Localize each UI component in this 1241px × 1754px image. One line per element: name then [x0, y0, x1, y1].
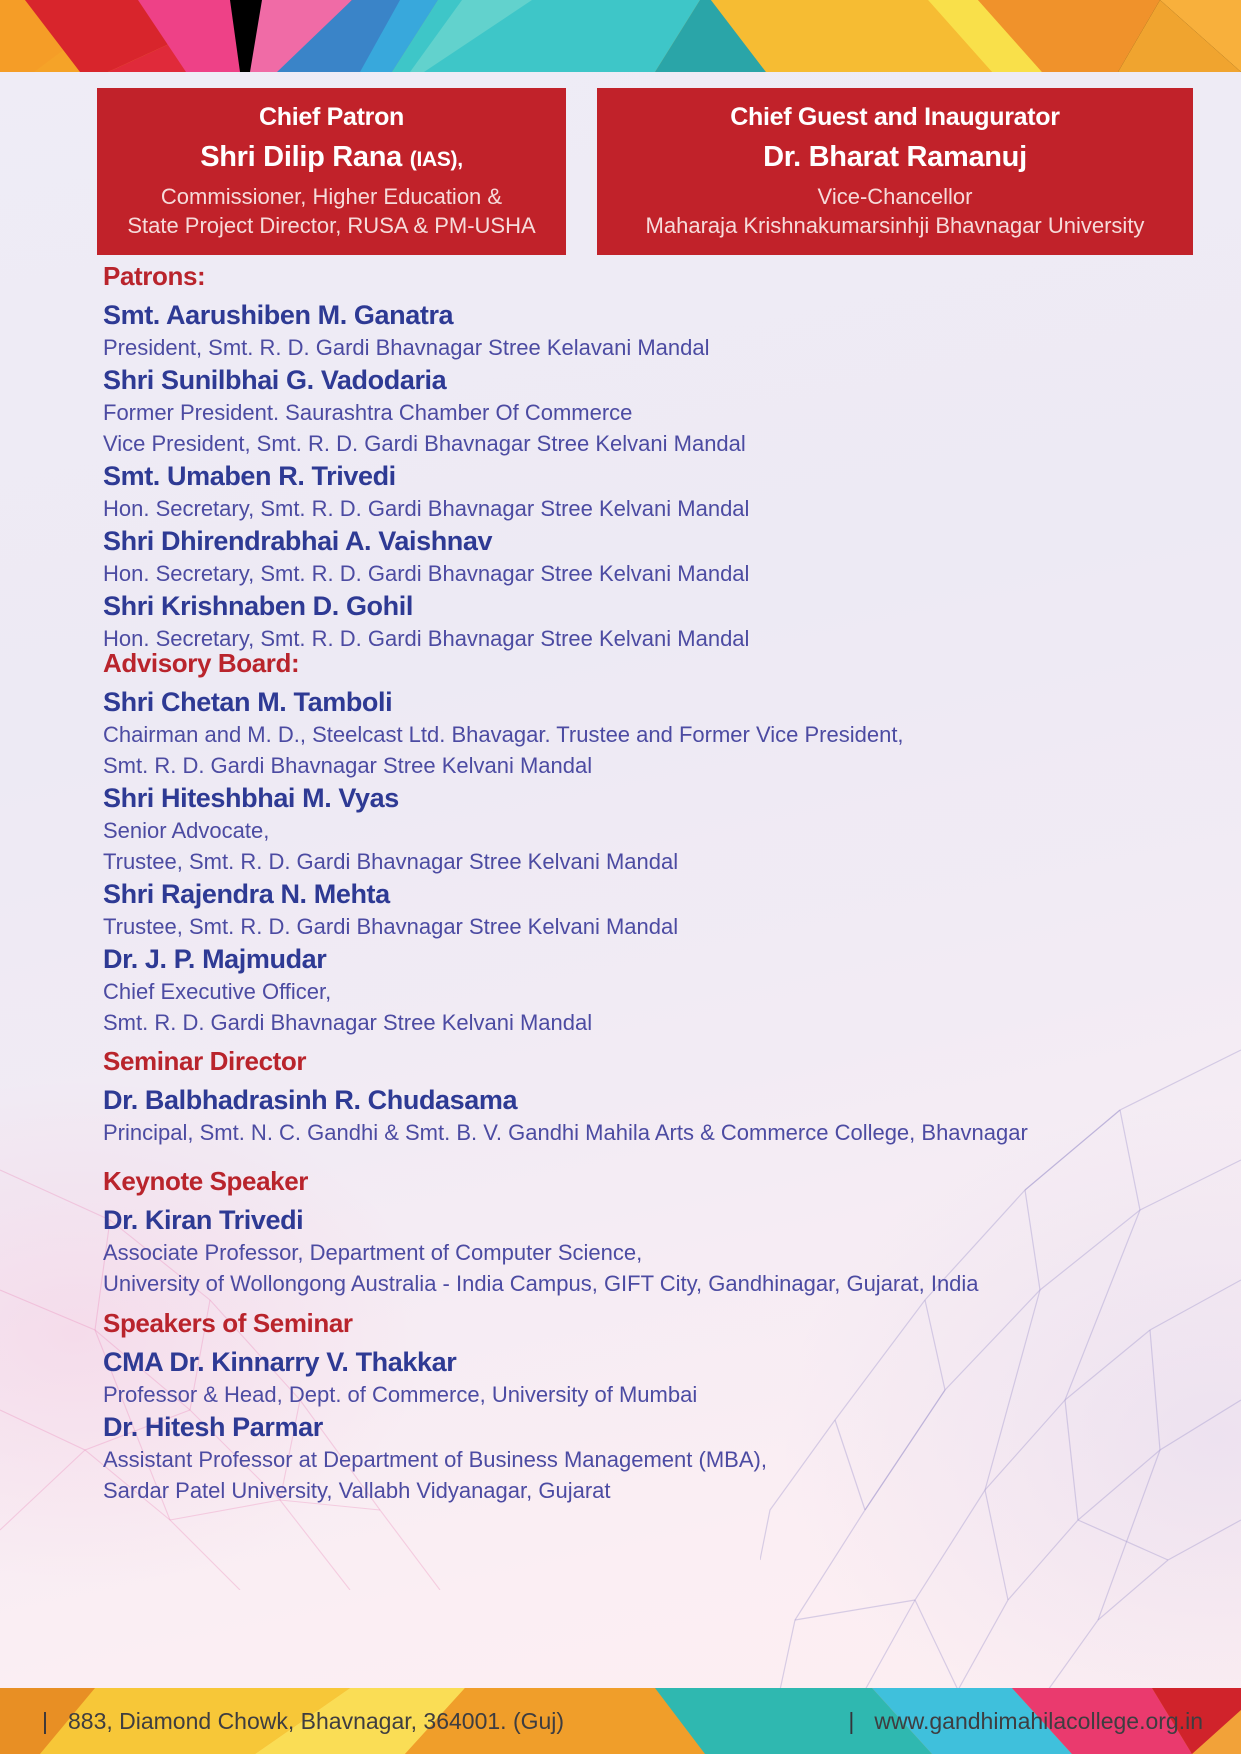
patron-entry: [103, 298, 1183, 363]
top-banner-graphic: [0, 0, 1241, 72]
footer-address: 883, Diamond Chowk, Bhavnagar, 364001. (Guj): [67, 1707, 565, 1734]
advisor-entry: [103, 877, 1183, 942]
patron-role: Vice President, Smt. R. D. Gardi Bhavnagar Stree Kelvani Mandal: [103, 431, 746, 456]
patron-entry: [103, 363, 1183, 459]
section-advisory-board: [103, 645, 1183, 1038]
advisor-role: Senior Advocate,: [103, 818, 270, 843]
advisor-name: Shri Chetan M. Tamboli: [103, 687, 393, 717]
advisor-name: Shri Hiteshbhai M. Vyas: [103, 783, 399, 813]
footer-separator: |: [848, 1707, 855, 1734]
footer-bar: [0, 1688, 1241, 1754]
advisor-role: Trustee, Smt. R. D. Gardi Bhavnagar Stree Kelvani Mandal: [103, 849, 679, 874]
speaker-name: CMA Dr. Kinnarry V. Thakkar: [103, 1347, 457, 1377]
advisor-role: Chairman and M. D., Steelcast Ltd. Bhavagar. Trustee and Former Vice President,: [103, 722, 904, 747]
advisor-role: Chief Executive Officer,: [103, 979, 332, 1004]
patron-name: Shri Krishnaben D. Gohil: [103, 591, 413, 621]
keynote-entry: [103, 1203, 1183, 1299]
section-keynote-speaker: [103, 1163, 1183, 1299]
section-heading: Seminar Director: [103, 1046, 307, 1076]
chief-guest-line-1: Vice-Chancellor: [817, 184, 973, 209]
footer-separator: |: [42, 1707, 48, 1734]
section-patrons: [103, 258, 1183, 654]
section-heading: Speakers of Seminar: [103, 1308, 353, 1338]
footer-website-group: [848, 1708, 1203, 1735]
patron-entry: [103, 459, 1183, 524]
chief-patron-name-suffix: (IAS),: [409, 148, 463, 171]
chief-guest-name: Dr. Bharat Ramanuj: [763, 141, 1027, 173]
patron-name: Shri Sunilbhai G. Vadodaria: [103, 365, 447, 395]
patron-name: Smt. Umaben R. Trivedi: [103, 461, 396, 491]
patron-name: Smt. Aarushiben M. Ganatra: [103, 300, 454, 330]
speaker-entry: [103, 1410, 1183, 1506]
chief-patron-name: Shri Dilip Rana (IAS),: [200, 141, 463, 173]
advisor-name: Dr. J. P. Majmudar: [103, 944, 327, 974]
keynote-role: University of Wollongong Australia - India Campus, GIFT City, Gandhinagar, Gujarat, India: [103, 1271, 979, 1296]
section-heading: Keynote Speaker: [103, 1166, 308, 1196]
chief-guest-title: Chief Guest and Inaugurator: [730, 103, 1060, 131]
chief-patron-line-2: State Project Director, RUSA & PM-USHA: [127, 213, 536, 238]
advisor-role: Smt. R. D. Gardi Bhavnagar Stree Kelvani Mandal: [103, 1010, 593, 1035]
patron-entry: [103, 524, 1183, 589]
speaker-role: Professor & Head, Dept. of Commerce, University of Mumbai: [103, 1382, 698, 1407]
advisor-role: Smt. R. D. Gardi Bhavnagar Stree Kelvani Mandal: [103, 753, 593, 778]
footer-address-group: [42, 1708, 564, 1735]
section-heading: Patrons:: [103, 261, 206, 291]
chief-guest-box: [597, 88, 1193, 255]
advisor-name: Shri Rajendra N. Mehta: [103, 879, 390, 909]
director-role: Principal, Smt. N. C. Gandhi & Smt. B. V. Gandhi Mahila Arts & Commerce College, Bhavnagar: [103, 1120, 1028, 1145]
chief-patron-box: [97, 88, 566, 255]
patron-role: President, Smt. R. D. Gardi Bhavnagar Stree Kelavani Mandal: [103, 335, 710, 360]
chief-patron-title: Chief Patron: [258, 103, 405, 131]
chief-guest-line-2: Maharaja Krishnakumarsinhji Bhavnagar University: [645, 213, 1145, 238]
section-heading: Advisory Board:: [103, 648, 300, 678]
patron-role: Former President. Saurashtra Chamber Of Commerce: [103, 400, 633, 425]
advisor-entry: [103, 942, 1183, 1038]
patron-role: Hon. Secretary, Smt. R. D. Gardi Bhavnagar Stree Kelvani Mandal: [103, 561, 750, 586]
patron-role: Hon. Secretary, Smt. R. D. Gardi Bhavnagar Stree Kelvani Mandal: [103, 626, 750, 651]
advisor-entry: [103, 685, 1183, 781]
speaker-name: Dr. Hitesh Parmar: [103, 1412, 323, 1442]
director-name: Dr. Balbhadrasinh R. Chudasama: [103, 1085, 518, 1115]
keynote-role: Associate Professor, Department of Computer Science,: [103, 1240, 643, 1265]
patron-role: Hon. Secretary, Smt. R. D. Gardi Bhavnagar Stree Kelvani Mandal: [103, 496, 750, 521]
footer-website: www.gandhimahilacollege.org.in: [874, 1707, 1203, 1734]
section-speakers: [103, 1305, 1183, 1506]
patron-name: Shri Dhirendrabhai A. Vaishnav: [103, 526, 493, 556]
director-entry: [103, 1083, 1183, 1148]
advisor-entry: [103, 781, 1183, 877]
advisor-role: Trustee, Smt. R. D. Gardi Bhavnagar Stree Kelvani Mandal: [103, 914, 679, 939]
chief-patron-line-1: Commissioner, Higher Education &: [160, 184, 503, 209]
section-seminar-director: [103, 1043, 1183, 1148]
speaker-entry: [103, 1345, 1183, 1410]
keynote-name: Dr. Kiran Trivedi: [103, 1205, 304, 1235]
speaker-role: Sardar Patel University, Vallabh Vidyanagar, Gujarat: [103, 1478, 611, 1503]
speaker-role: Assistant Professor at Department of Business Management (MBA),: [103, 1447, 767, 1472]
